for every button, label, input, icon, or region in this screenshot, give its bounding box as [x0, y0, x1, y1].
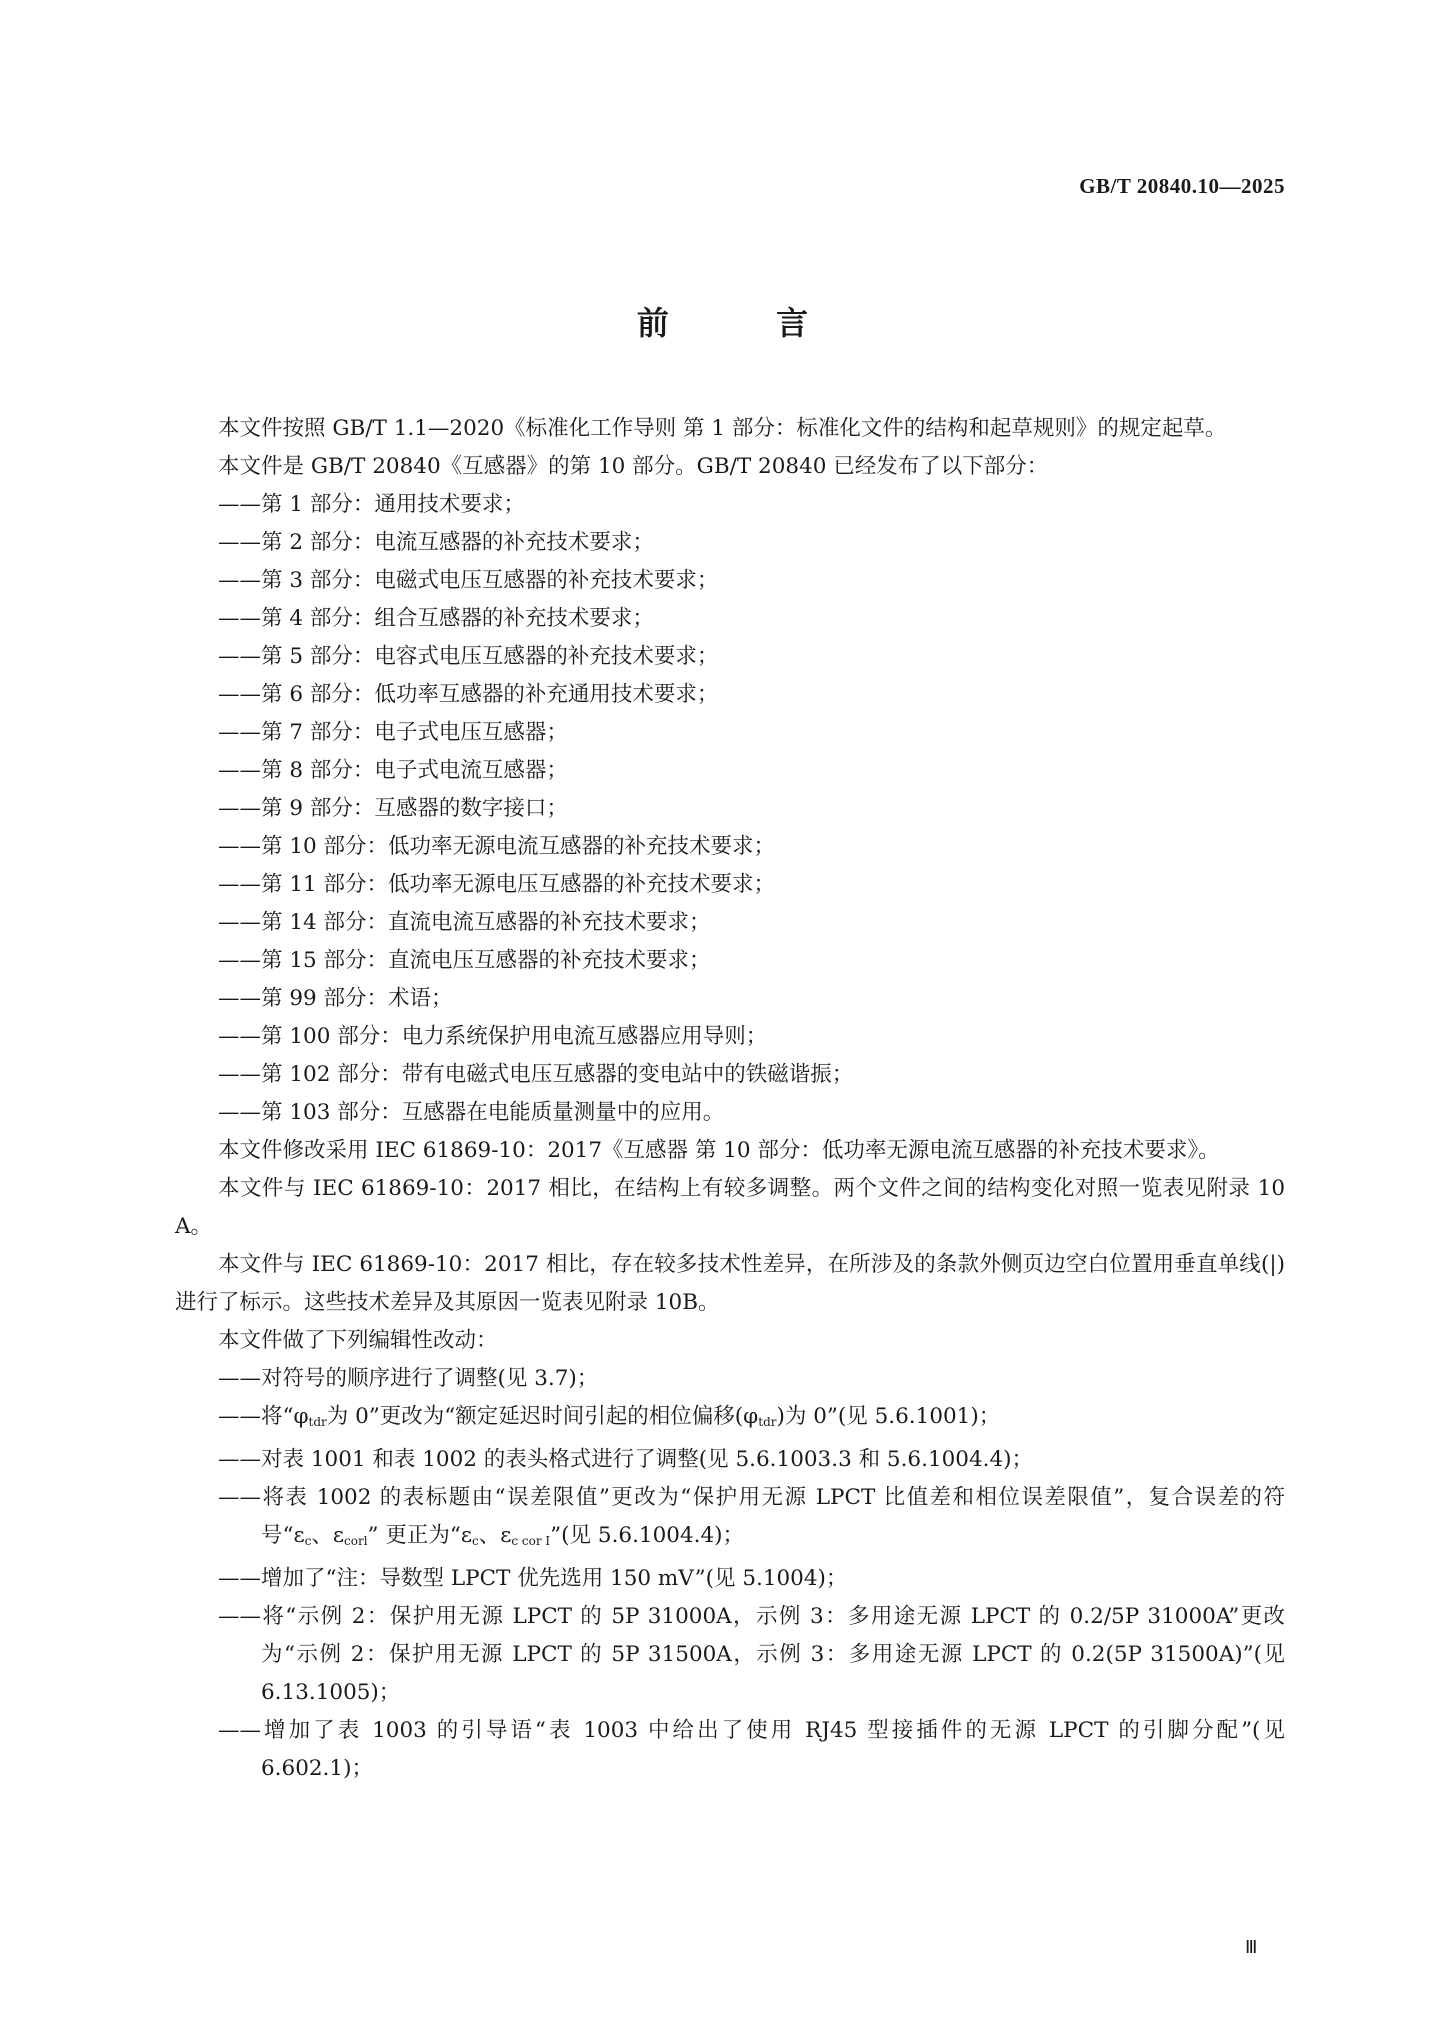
page-number: Ⅲ — [1245, 1937, 1258, 1957]
paragraph-technical-differences: 本文件与 IEC 61869-10：2017 相比，存在较多技术性差异，在所涉及的条款外侧页边空白位置用垂直单线(|)进行了标示。这些技术差异及其原因一览表见附录 10B。 — [175, 1252, 1285, 1315]
list-item: ——第 2 部分：电流互感器的补充技术要求； — [218, 530, 654, 555]
text-segment: 、ε — [311, 1523, 345, 1548]
parts-list — [175, 486, 1285, 1132]
list-item: ——第 6 部分：低功率互感器的补充通用技术要求； — [218, 682, 719, 707]
list-item — [175, 1479, 1285, 1560]
text-segment: ” 更正为“ε — [367, 1523, 473, 1548]
list-item: ——第 100 部分：电力系统保护用电流互感器应用导则； — [218, 1024, 768, 1049]
text-segment: )为 0”(见 5.6.1001)； — [776, 1404, 1001, 1429]
list-item: ——第 103 部分：互感器在电能质量测量中的应用。 — [218, 1100, 725, 1125]
subscript: c cor I — [511, 1534, 551, 1548]
list-item: ——第 4 部分：组合互感器的补充技术要求； — [218, 606, 654, 631]
foreword-body — [175, 410, 1285, 1788]
list-item: ——第 7 部分：电子式电压互感器； — [218, 720, 568, 745]
list-item: ——第 8 部分：电子式电流互感器； — [218, 758, 568, 783]
subscript: tdr — [308, 1415, 327, 1429]
paragraph-drafting-rules: 本文件按照 GB/T 1.1—2020《标准化工作导则 第 1 部分：标准化文件的结构和起草规则》的规定起草。 — [218, 416, 1227, 441]
list-item: ——第 102 部分：带有电磁式电压互感器的变电站中的铁磁谐振； — [218, 1062, 854, 1087]
list-item: ——第 15 部分：直流电压互感器的补充技术要求； — [218, 948, 711, 973]
subscript: c — [304, 1534, 312, 1548]
list-item: ——第 1 部分：通用技术要求； — [218, 492, 525, 517]
list-item — [175, 1398, 1285, 1441]
text-segment: 、ε — [478, 1523, 512, 1548]
subscript: corl — [344, 1534, 368, 1548]
text-segment: 为 0”更改为“额定延迟时间引起的相位偏移(φ — [326, 1404, 759, 1429]
list-item: ——第 3 部分：电磁式电压互感器的补充技术要求； — [218, 568, 719, 593]
subscript: c — [472, 1534, 479, 1548]
text-segment: ——将表 1002 的表标题由“误差限值”更改为“保护用无源 LPCT 比值差和相位误差限值”，复合误差的符号“ε — [218, 1485, 1285, 1548]
page-title: 前 言 — [636, 304, 857, 342]
list-item: ——将“示例 2：保护用无源 LPCT 的 5P 31000A，示例 3：多用途无源 LPCT 的 0.2/5P 31000A”更改为“示例 2：保护用无源 LPCT 的 5P 31500A，示例 3：多用途无源 LPCT 的 0.2(5P 31500A)”(见 6.13.1005)； — [218, 1604, 1285, 1705]
paragraph-iec-adoption: 本文件修改采用 IEC 61869-10：2017《互感器 第 10 部分：低功率无源电流互感器的补充技术要求》。 — [218, 1138, 1220, 1163]
standard-number: GB/T 20840.10—2025 — [1079, 174, 1285, 198]
list-item: ——第 14 部分：直流电流互感器的补充技术要求； — [218, 910, 711, 935]
paragraph-editorial-intro: 本文件做了下列编辑性改动： — [218, 1328, 498, 1353]
list-item: ——增加了表 1003 的引导语“表 1003 中给出了使用 RJ45 型接插件的无源 LPCT 的引脚分配”(见 6.602.1)； — [218, 1718, 1285, 1781]
editorial-changes-list — [175, 1360, 1285, 1788]
text-segment: ——将“φ — [218, 1404, 309, 1429]
paragraph-structure-changes: 本文件与 IEC 61869-10：2017 相比，在结构上有较多调整。两个文件之间的结构变化对照一览表见附录 10 A。 — [175, 1176, 1285, 1239]
list-item: ——第 11 部分：低功率无源电压互感器的补充技术要求； — [218, 872, 776, 897]
text-segment: ”(见 5.6.1004.4)； — [550, 1523, 745, 1548]
list-item: ——对符号的顺序进行了调整(见 3.7)； — [218, 1366, 599, 1391]
list-item: ——增加了“注：导数型 LPCT 优先选用 150 mV”(见 5.1004)； — [218, 1566, 848, 1591]
list-item: ——第 99 部分：术语； — [218, 986, 453, 1011]
list-item: ——对表 1001 和表 1002 的表头格式进行了调整(见 5.6.1003.3 和 5.6.1004.4)； — [218, 1447, 1034, 1472]
list-item: ——第 9 部分：互感器的数字接口； — [218, 796, 568, 821]
list-item: ——第 5 部分：电容式电压互感器的补充技术要求； — [218, 644, 719, 669]
list-item: ——第 10 部分：低功率无源电流互感器的补充技术要求； — [218, 834, 776, 859]
subscript: tdr — [758, 1415, 777, 1429]
paragraph-series-intro: 本文件是 GB/T 20840《互感器》的第 10 部分。GB/T 20840 已经发布了以下部分： — [218, 454, 1049, 479]
